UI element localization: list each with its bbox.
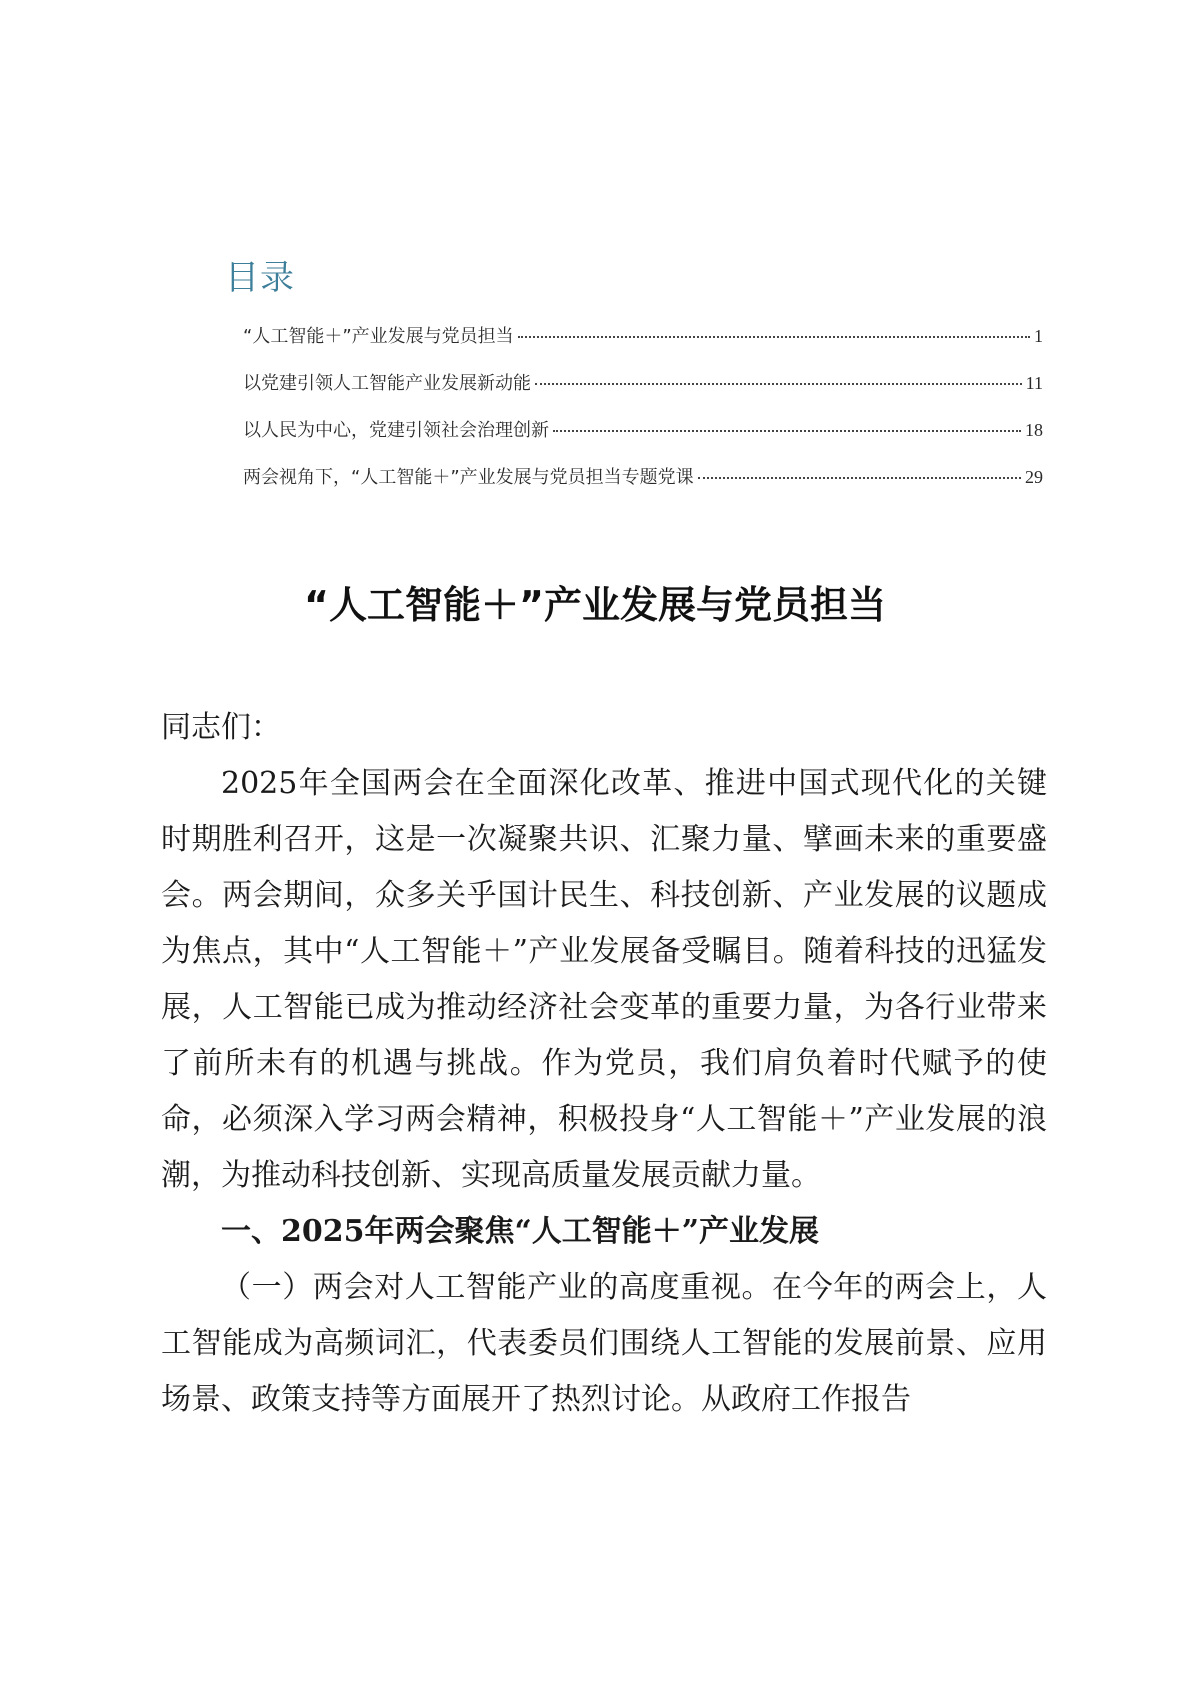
toc-entry-title: 以人民为中心，党建引领社会治理创新: [243, 420, 549, 441]
toc-entry[interactable]: [243, 322, 1043, 369]
toc-entry-title: 两会视角下，“人工智能＋”产业发展与党员担当专题党课: [243, 467, 694, 488]
document-title: “人工智能＋”产业发展与党员担当: [304, 583, 886, 627]
toc-entry-page: 29: [1025, 467, 1043, 487]
table-of-contents: [243, 322, 1043, 510]
toc-entry-title: 以党建引领人工智能产业发展新动能: [243, 373, 531, 394]
toc-leader-dots: [535, 383, 1022, 385]
toc-entry-title: “人工智能＋”产业发展与党员担当: [243, 326, 514, 347]
toc-entry[interactable]: [243, 416, 1043, 463]
toc-entry[interactable]: [243, 463, 1043, 510]
toc-entry-page: 11: [1025, 373, 1043, 393]
toc-leader-dots: [553, 430, 1021, 432]
toc-leader-dots: [518, 336, 1030, 338]
salutation: 同志们：: [161, 710, 281, 745]
toc-entry-page: 1: [1034, 326, 1043, 346]
section-heading: 一、2025年两会聚焦“人工智能＋”产业发展: [221, 1214, 820, 1249]
intro-paragraph: 2025年全国两会在全面深化改革、推进中国式现代化的关键时期胜利召开，这是一次凝聚共识、汇聚力量、擘画未来的重要盛会。两会期间，众多关乎国计民生、科技创新、产业发展的议题成为焦点，其中“人工智能＋”产业发展备受瞩目。随着科技的迅猛发展，人工智能已成为推动经济社会变革的重要力量，为各行业带来了前所未有的机遇与挑战。作为党员，我们肩负着时代赋予的使命，必须深入学习两会精神，积极投身“人工智能＋”产业发展的浪潮，为推动科技创新、实现高质量发展贡献力量。: [161, 766, 1047, 1193]
toc-title: 目录: [225, 258, 295, 298]
toc-leader-dots: [698, 477, 1021, 479]
section-paragraph: （一）两会对人工智能产业的高度重视。在今年的两会上，人工智能成为高频词汇，代表委员们围绕人工智能的发展前景、应用场景、政策支持等方面展开了热烈讨论。从政府工作报告: [161, 1270, 1047, 1417]
toc-entry[interactable]: [243, 369, 1043, 416]
toc-entry-page: 18: [1025, 420, 1043, 440]
document-body: [161, 700, 1047, 1428]
